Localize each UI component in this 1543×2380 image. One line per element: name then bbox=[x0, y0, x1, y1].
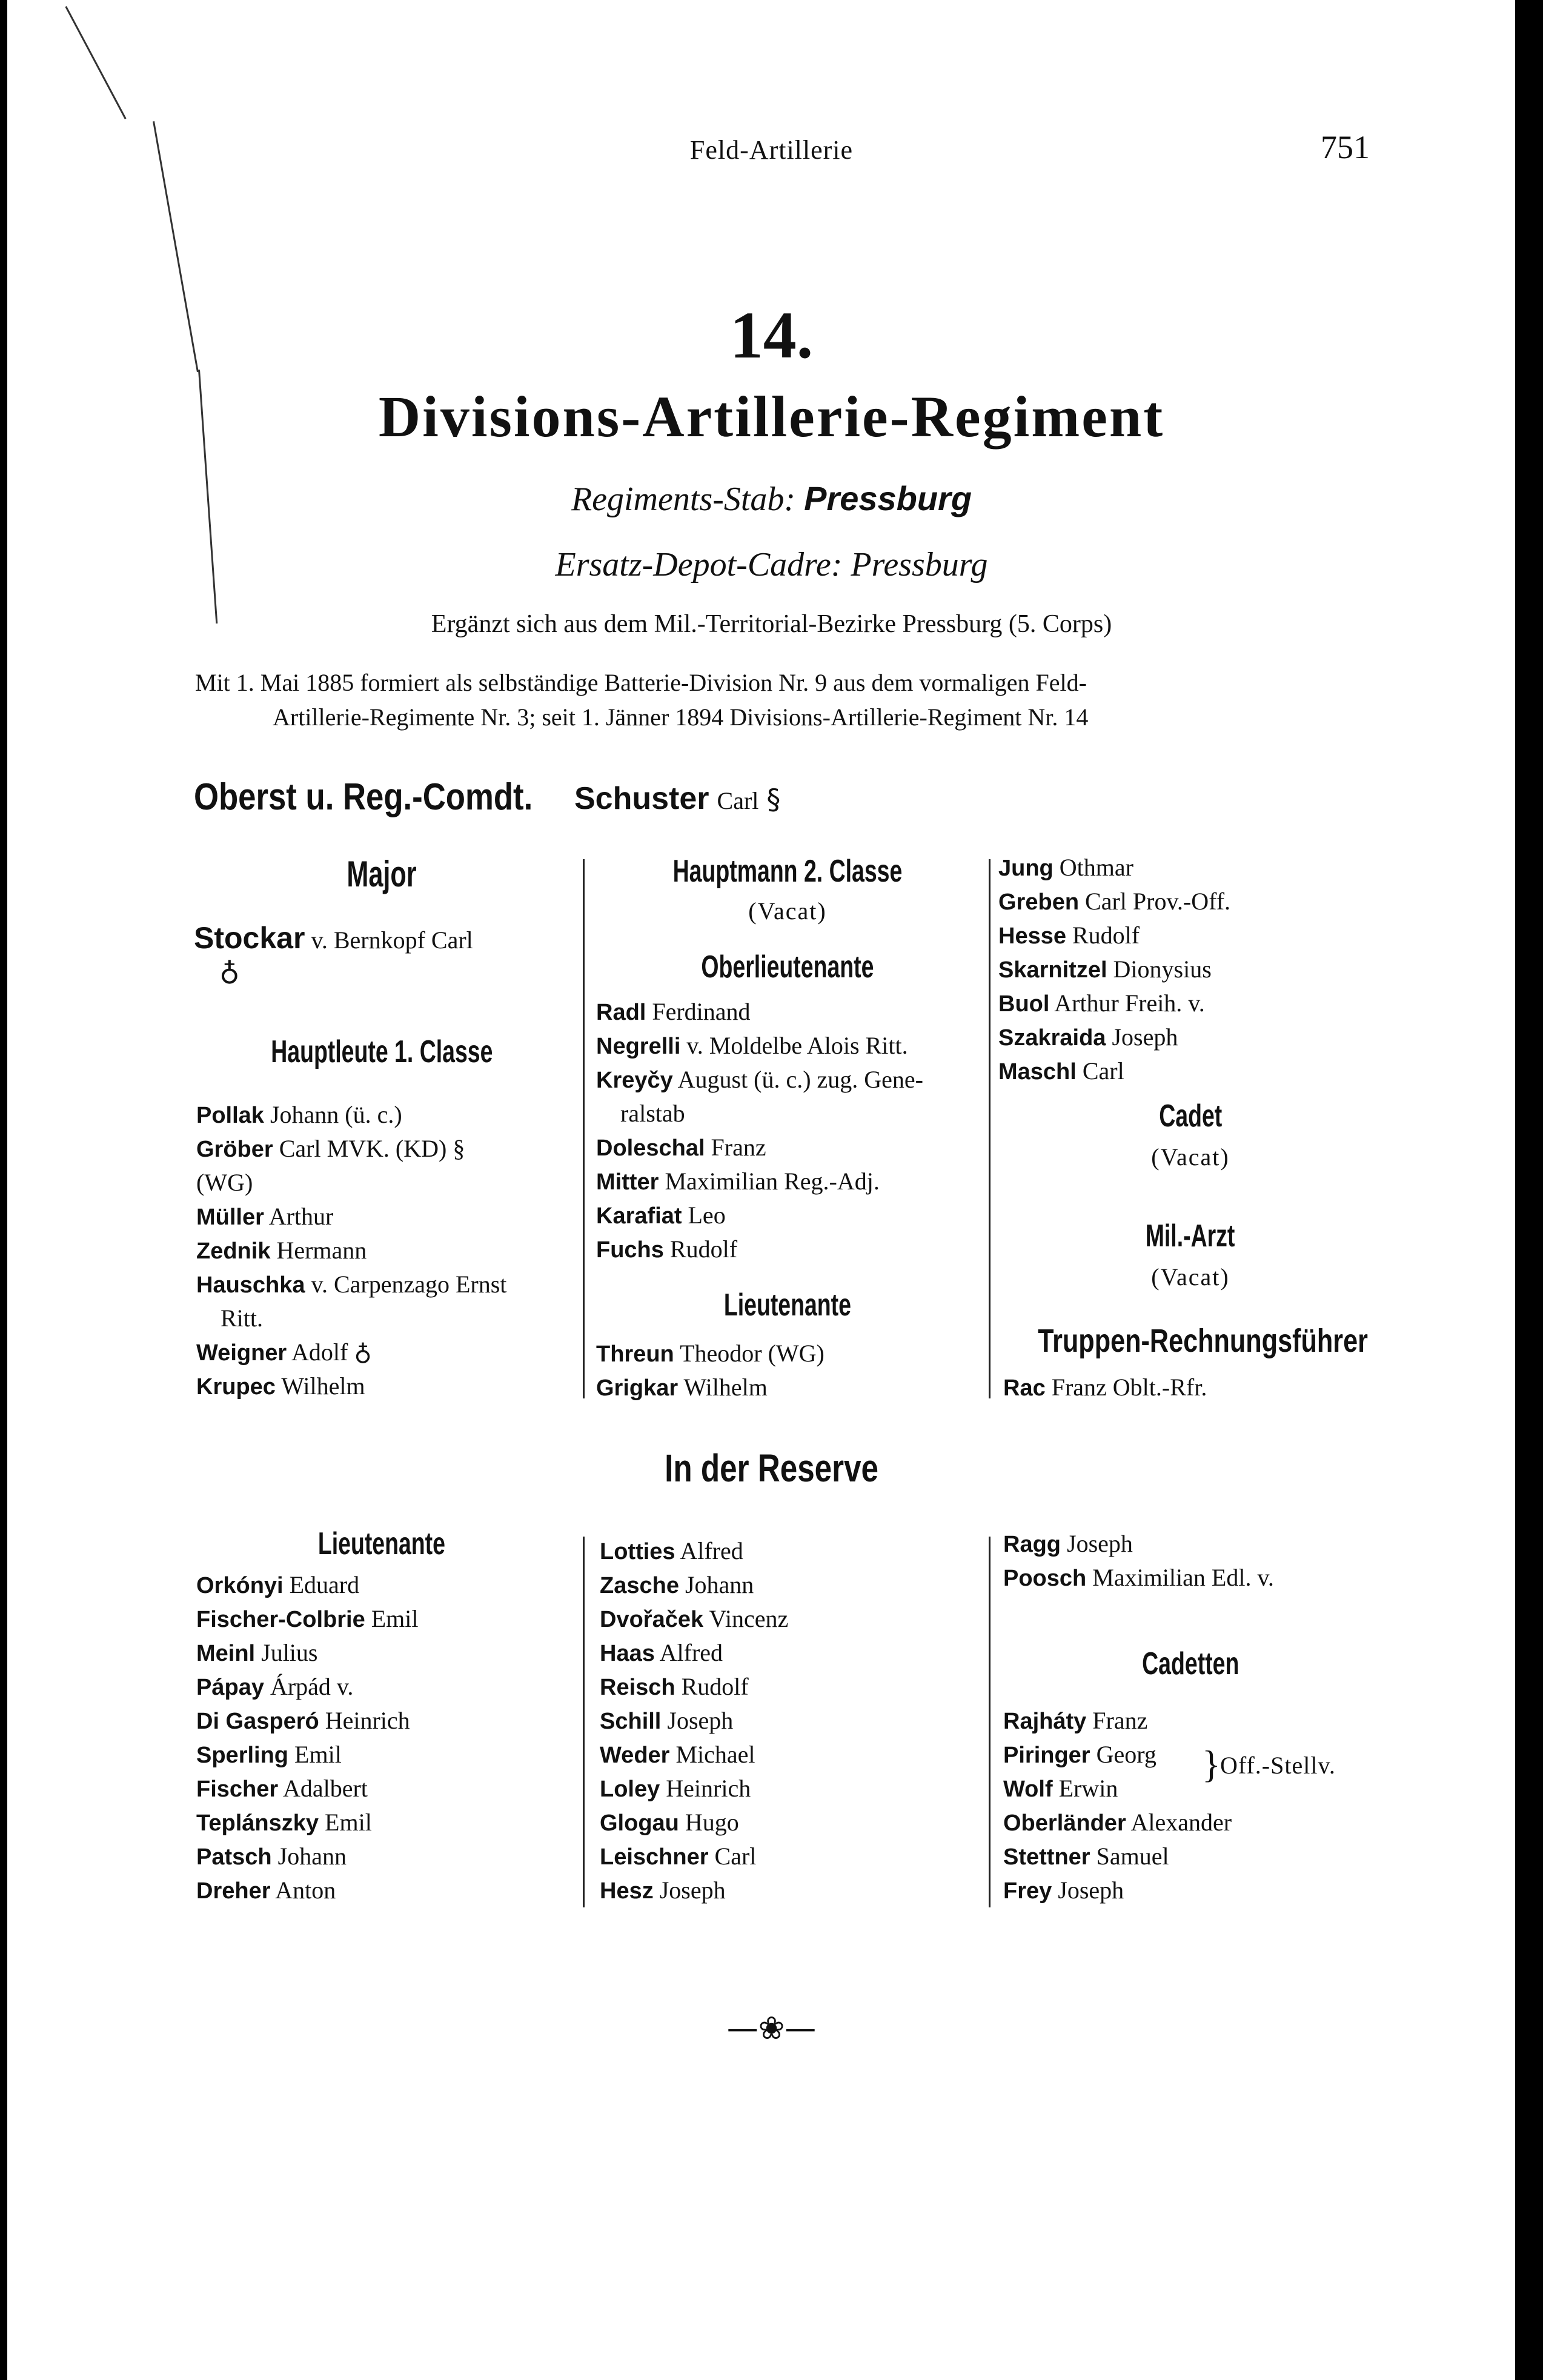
ornament-icon: —❀— bbox=[726, 2010, 817, 2047]
list-item: Wolf Erwin bbox=[1003, 1775, 1118, 1802]
list-item: Buol Arthur Freih. v. bbox=[998, 989, 1205, 1017]
major-rest: v. Bernkopf Carl bbox=[311, 926, 473, 954]
brace: } bbox=[1202, 1743, 1221, 1786]
list-item: Szakraida Joseph bbox=[998, 1023, 1178, 1051]
major-entry bbox=[194, 921, 473, 957]
list-item: Loley Heinrich bbox=[600, 1775, 751, 1802]
list-item: Radl Ferdinand bbox=[596, 998, 751, 1025]
column-divider bbox=[583, 859, 585, 1398]
staff-place: Pressburg bbox=[804, 479, 972, 517]
commander-given: Carl bbox=[717, 787, 759, 814]
list-item: Weigner Adolf ♁ bbox=[196, 1338, 372, 1366]
oberlt-heading bbox=[591, 949, 984, 985]
list-item: Sperling Emil bbox=[196, 1741, 342, 1768]
list-item: Hauschka v. Carpenzago Ernst bbox=[196, 1271, 507, 1298]
commander-rank: Oberst u. Reg.-Comdt. bbox=[194, 776, 533, 818]
cadetten-list bbox=[1003, 1704, 1232, 1907]
list-item: Krupec Wilhelm bbox=[196, 1372, 365, 1400]
list-item: Orkónyi Eduard bbox=[196, 1571, 360, 1598]
list-item: Dvořaček Vincenz bbox=[600, 1605, 789, 1632]
column-divider bbox=[583, 1537, 585, 1907]
column-divider bbox=[989, 1537, 991, 1907]
depot-place: Pressburg bbox=[851, 546, 988, 583]
depot-line bbox=[0, 545, 1543, 584]
oberlt-heading-label: Oberlieutenante bbox=[701, 949, 874, 985]
list-item: Pápay Árpád v. bbox=[196, 1673, 354, 1700]
list-item: Di Gasperó Heinrich bbox=[196, 1707, 410, 1734]
history-line-1: Mit 1. Mai 1885 formiert als selbständige Batterie-Division Nr. 9 aus dem vormaligen Feld- bbox=[195, 669, 1087, 696]
staff-label: Regiments-Stab: bbox=[571, 480, 796, 518]
hauptmann2-heading bbox=[591, 853, 984, 889]
list-item: (WG) bbox=[196, 1169, 253, 1196]
hauptleute-heading bbox=[194, 1034, 569, 1070]
list-item: Maschl Carl bbox=[998, 1057, 1124, 1085]
list-item: Pollak Johann (ü. c.) bbox=[196, 1101, 402, 1128]
reserve-col3-list bbox=[1003, 1527, 1274, 1595]
list-item: Grigkar Wilhelm bbox=[596, 1374, 768, 1401]
list-item: Fischer-Colbrie Emil bbox=[196, 1605, 419, 1632]
list-item: Weder Michael bbox=[600, 1741, 755, 1768]
lt-heading bbox=[591, 1287, 984, 1323]
rf-entry bbox=[1003, 1371, 1207, 1405]
major-heading bbox=[194, 853, 569, 895]
rf-heading bbox=[997, 1322, 1384, 1360]
cadetten-heading bbox=[997, 1646, 1384, 1682]
hauptmann2-vacat: (Vacat) bbox=[748, 897, 827, 925]
oberlt-list bbox=[596, 995, 923, 1266]
list-item: Ragg Joseph bbox=[1003, 1530, 1133, 1557]
commander-name bbox=[574, 780, 780, 817]
reserve-heading-label: In der Reserve bbox=[665, 1446, 878, 1490]
list-item: Haas Alfred bbox=[600, 1639, 723, 1666]
hauptleute-list bbox=[196, 1098, 506, 1403]
list-item: Patsch Johann bbox=[196, 1843, 347, 1870]
depot-label: Ersatz-Depot-Cadre: bbox=[555, 546, 843, 583]
list-item: Schill Joseph bbox=[600, 1707, 734, 1734]
list-item: Negrelli v. Moldelbe Alois Ritt. bbox=[596, 1032, 908, 1059]
rf-surname: Rac bbox=[1003, 1375, 1046, 1401]
major-decoration-icon: ♁ bbox=[219, 957, 240, 990]
list-item: Reisch Rudolf bbox=[600, 1673, 749, 1700]
rf-heading-label: Truppen-Rechnungsführer bbox=[1038, 1323, 1368, 1359]
list-item: Mitter Maximilian Reg.-Adj. bbox=[596, 1168, 880, 1195]
rf-rest: Franz Oblt.-Rfr. bbox=[1051, 1374, 1207, 1401]
list-item: Skarnitzel Dionysius bbox=[998, 956, 1212, 983]
list-item: Oberländer Alexander bbox=[1003, 1809, 1232, 1836]
list-item: Gröber Carl MVK. (KD) § bbox=[196, 1135, 465, 1162]
arzt-heading bbox=[997, 1218, 1384, 1254]
arzt-heading-label: Mil.-Arzt bbox=[1146, 1218, 1235, 1254]
cadetten-heading-label: Cadetten bbox=[1141, 1646, 1239, 1681]
reserve-lt-heading-label: Lieutenante bbox=[317, 1526, 446, 1561]
list-item: Dreher Anton bbox=[196, 1876, 336, 1904]
scan-scratch bbox=[65, 6, 126, 119]
cadet-vacat: (Vacat) bbox=[1151, 1143, 1230, 1171]
major-heading-label: Major bbox=[347, 854, 417, 894]
cadet-heading-label: Cadet bbox=[1158, 1099, 1223, 1134]
list-item: Rajháty Franz bbox=[1003, 1707, 1148, 1734]
regiment-name: Divisions-Artillerie-Regiment bbox=[378, 384, 1165, 449]
cadet-heading bbox=[997, 1098, 1384, 1134]
list-item: Piringer Georg bbox=[1003, 1741, 1156, 1768]
history-line-2: Artillerie-Regimente Nr. 3; seit 1. Jänner 1894 Divisions-Artillerie-Regiment Nr. 14 bbox=[273, 703, 1089, 731]
page-number: 751 bbox=[1321, 129, 1370, 165]
lt-list bbox=[596, 1337, 825, 1404]
reserve-lt-heading bbox=[194, 1526, 569, 1562]
col3-list bbox=[998, 851, 1230, 1088]
decoration-icon: § bbox=[766, 783, 781, 816]
list-item: Meinl Julius bbox=[196, 1639, 318, 1666]
list-item: Greben Carl Prov.-Off. bbox=[998, 888, 1231, 915]
arzt-vacat: (Vacat) bbox=[1151, 1263, 1230, 1291]
list-item: Hesse Rudolf bbox=[998, 922, 1140, 949]
list-item: Poosch Maximilian Edl. v. bbox=[1003, 1564, 1274, 1591]
list-item: Threun Theodor (WG) bbox=[596, 1340, 825, 1367]
hauptleute-heading-label: Hauptleute 1. Classe bbox=[270, 1034, 493, 1069]
list-item: Lotties Alfred bbox=[600, 1537, 743, 1564]
list-item: Ritt. bbox=[221, 1305, 264, 1332]
reserve-col2-list bbox=[600, 1534, 788, 1907]
staff-line bbox=[0, 479, 1543, 519]
list-item: Jung Othmar bbox=[998, 854, 1133, 881]
list-item: ralstab bbox=[620, 1100, 685, 1127]
list-item: Stettner Samuel bbox=[1003, 1843, 1169, 1870]
list-item: Müller Arthur bbox=[196, 1203, 334, 1230]
column-divider bbox=[989, 859, 991, 1398]
running-title: Feld-Artillerie bbox=[689, 135, 854, 165]
list-item: Kreyčy August (ü. c.) zug. Gene- bbox=[596, 1066, 923, 1093]
reserve-col1-list bbox=[196, 1568, 419, 1907]
list-item: Doleschal Franz bbox=[596, 1134, 766, 1161]
list-item: Fuchs Rudolf bbox=[596, 1235, 738, 1263]
major-surname: Stockar bbox=[194, 921, 305, 955]
list-item: Fischer Adalbert bbox=[196, 1775, 368, 1802]
list-item: Zednik Hermann bbox=[196, 1237, 367, 1264]
list-item: Frey Joseph bbox=[1003, 1876, 1124, 1904]
list-item: Glogau Hugo bbox=[600, 1809, 739, 1836]
commander-line bbox=[194, 776, 592, 819]
commander-surname: Schuster bbox=[574, 781, 709, 816]
hauptmann2-heading-label: Hauptmann 2. Classe bbox=[672, 854, 903, 889]
list-item: Zasche Johann bbox=[600, 1571, 754, 1598]
list-item: Teplánszky Emil bbox=[196, 1809, 372, 1836]
list-item: Leischner Carl bbox=[600, 1843, 757, 1870]
list-item: Karafiat Leo bbox=[596, 1202, 726, 1229]
brace-note: Off.-Stellv. bbox=[1220, 1752, 1336, 1779]
reserve-heading bbox=[0, 1446, 1543, 1491]
regiment-number: 14. bbox=[729, 298, 814, 372]
lt-heading-label: Lieutenante bbox=[723, 1288, 852, 1323]
supplement-line: Ergänzt sich aus dem Mil.-Territorial-Bezirke Pressburg (5. Corps) bbox=[431, 610, 1112, 638]
list-item: Hesz Joseph bbox=[600, 1876, 726, 1904]
